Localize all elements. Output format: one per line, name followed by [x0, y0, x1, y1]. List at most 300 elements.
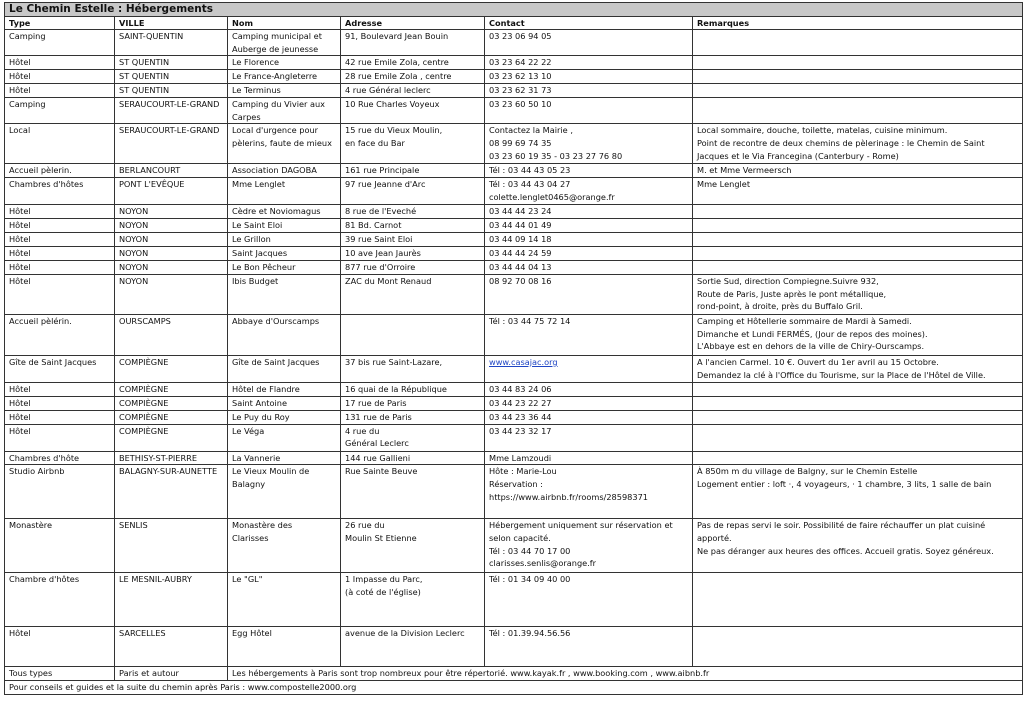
cell-type: Hôtel — [5, 382, 115, 396]
cell-contact — [485, 97, 693, 123]
adresse-line: en face du Bar — [345, 137, 405, 148]
nom-line: Auberge de jeunesse — [232, 43, 319, 54]
nom-line: Balagny — [232, 479, 266, 490]
cell-adresse — [341, 519, 485, 573]
contact-line: 03 44 83 24 06 — [489, 383, 552, 394]
nom-line: Camping municipal et — [232, 31, 322, 41]
table-row — [5, 382, 1023, 396]
contact-line: selon capacité. — [489, 533, 551, 544]
cell-contact — [485, 260, 693, 274]
contact-line: 03 23 64 22 22 — [489, 57, 552, 68]
table-row — [5, 70, 1023, 84]
remarques-line: À 850m m du village de Balgny, sur le Chemin Estelle — [697, 466, 918, 477]
nom-line: Gîte de Saint Jacques — [232, 356, 320, 367]
cell-type: Hôtel — [5, 410, 115, 424]
cell-adresse — [341, 246, 485, 260]
header-row — [5, 17, 1023, 30]
note-row — [5, 681, 1023, 695]
cell-ville: ST QUENTIN — [115, 70, 228, 84]
cell-type: Camping — [5, 97, 115, 123]
cell-type: Hôtel — [5, 205, 115, 219]
cell-ville: NOYON — [115, 219, 228, 233]
cell-remarques — [693, 396, 1023, 410]
cell-ville: COMPIÈGNE — [115, 355, 228, 382]
cell-contact — [485, 573, 693, 627]
table-row — [5, 410, 1023, 424]
contact-line: Hôte : Marie-Lou — [489, 466, 557, 477]
adresse-line: 42 rue Emile Zola, centre — [345, 57, 449, 68]
contact-line: 08 99 69 74 35 — [489, 137, 552, 148]
nom-line: Egg Hôtel — [232, 628, 272, 639]
cell-ville: COMPIÈGNE — [115, 396, 228, 410]
remarques-line: L'Abbaye est en dehors de la ville de Chiry-Ourscamps. — [697, 341, 925, 352]
cell-adresse — [341, 205, 485, 219]
cell-remarques — [693, 84, 1023, 98]
nom-line: Saint Jacques — [232, 247, 288, 258]
cell-nom — [228, 451, 341, 465]
cell-adresse — [341, 70, 485, 84]
adresse-line: 161 rue Principale — [345, 165, 420, 176]
remarques-line: Sortie Sud, direction Compiegne.Suivre 932, — [697, 275, 879, 286]
contact-line: 03 23 62 13 10 — [489, 71, 552, 82]
cell-nom — [228, 424, 341, 451]
contact-line: Tél : 03 44 43 04 27 — [489, 179, 571, 190]
remarques-line: apporté. — [697, 533, 732, 544]
cell-contact — [485, 30, 693, 56]
cell-ville: BETHISY-ST-PIERRE — [115, 451, 228, 465]
cell-type: Hôtel — [5, 274, 115, 314]
adresse-line: 10 Rue Charles Voyeux — [345, 98, 440, 109]
cell-remarques — [693, 465, 1023, 519]
cell-ville: SENLIS — [115, 519, 228, 573]
cell-adresse — [341, 382, 485, 396]
contact-line: 03 44 23 22 27 — [489, 397, 552, 408]
cell-type: Accueil pèlérin. — [5, 314, 115, 355]
remarques-line: A l'ancien Carmel. 10 €. Ouvert du 1er avril au 15 Octobre. — [697, 356, 939, 367]
table-row — [5, 274, 1023, 314]
footer-note: Pour conseils et guides et la suite du chemin après Paris : www.compostelle2000.org — [5, 681, 1023, 695]
table-row — [5, 355, 1023, 382]
cell-adresse — [341, 410, 485, 424]
cell-ville: NOYON — [115, 246, 228, 260]
cell-contact — [485, 70, 693, 84]
table-row — [5, 424, 1023, 451]
cell-ville: COMPIÈGNE — [115, 424, 228, 451]
table-row — [5, 519, 1023, 573]
remarques-line: Local sommaire, douche, toilette, matelas, cuisine minimum. — [697, 125, 948, 136]
cell-nom — [228, 382, 341, 396]
cell-ville: NOYON — [115, 260, 228, 274]
cell-adresse — [341, 260, 485, 274]
cell-ville: Paris et autour — [115, 667, 228, 681]
cell-adresse — [341, 451, 485, 465]
adresse-line: avenue de la Division Leclerc — [345, 628, 465, 639]
adresse-line: 131 rue de Paris — [345, 411, 412, 422]
nom-line: Le Véga — [232, 425, 265, 436]
table-row — [5, 314, 1023, 355]
cell-nom — [228, 97, 341, 123]
adresse-line: 877 rue d'Orroire — [345, 261, 416, 272]
cell-type: Chambre d'hôtes — [5, 573, 115, 627]
table-row — [5, 56, 1023, 70]
remarques-line: Route de Paris, Juste après le pont métallique, — [697, 288, 887, 299]
contact-line: 03 44 23 32 17 — [489, 425, 552, 436]
remarques-line: Pas de repas servi le soir. Possibilité de faire réchauffer un plat cuisiné — [697, 520, 986, 531]
cell-ville: OURSCAMPS — [115, 314, 228, 355]
cell-type: Hôtel — [5, 246, 115, 260]
table-row — [5, 178, 1023, 205]
adresse-line: 4 rue Général leclerc — [345, 85, 431, 96]
cell-nom — [228, 205, 341, 219]
remarques-line: Logement entier : loft ·, 4 voyageurs, · 1 chambre, 3 lits, 1 salle de bain — [697, 479, 992, 490]
column-header-contact: Contact — [485, 17, 693, 30]
adresse-line: 16 quai de la République — [345, 383, 447, 394]
table-row — [5, 97, 1023, 123]
title-row — [5, 3, 1023, 17]
website-link[interactable]: www.casajac.org — [489, 356, 558, 367]
cell-nom — [228, 465, 341, 519]
table-row — [5, 451, 1023, 465]
adresse-line: 8 rue de l'Eveché — [345, 206, 417, 217]
cell-nom — [228, 314, 341, 355]
nom-line: Monastère des — [232, 520, 293, 531]
cell-nom — [228, 573, 341, 627]
table-row — [5, 465, 1023, 519]
contact-line: Tél : 01 34 09 40 00 — [489, 574, 571, 585]
cell-contact — [485, 396, 693, 410]
remarques-line: Point de recontre de deux chemins de pèlerinage : le Chemin de Saint — [697, 137, 985, 148]
contact-line: Tél : 03 44 43 05 23 — [489, 165, 571, 176]
adresse-line: Général Leclerc — [345, 438, 409, 449]
cell-contact — [485, 465, 693, 519]
cell-nom — [228, 274, 341, 314]
column-header-nom: Nom — [228, 17, 341, 30]
cell-remarques — [693, 97, 1023, 123]
cell-ville: NOYON — [115, 205, 228, 219]
cell-adresse — [341, 573, 485, 627]
column-header-ville: VILLE — [115, 17, 228, 30]
cell-nom — [228, 84, 341, 98]
table-row — [5, 260, 1023, 274]
footer-row — [5, 667, 1023, 681]
adresse-line: 97 rue Jeanne d'Arc — [345, 179, 426, 190]
table-row — [5, 233, 1023, 247]
cell-contact — [485, 219, 693, 233]
remarques-line: Jacques et le Via Francegina (Canterbury - Rome) — [697, 150, 899, 161]
cell-ville: BERLANCOURT — [115, 164, 228, 178]
nom-line: Local d'urgence pour — [232, 125, 319, 136]
nom-line: Le Puy du Roy — [232, 411, 290, 422]
sheet-title: Le Chemin Estelle : Hébergements — [5, 3, 1023, 17]
cell-remarques — [693, 410, 1023, 424]
cell-contact — [485, 84, 693, 98]
cell-type: Hôtel — [5, 219, 115, 233]
cell-contact — [485, 124, 693, 164]
cell-nom — [228, 219, 341, 233]
contact-line: 03 23 06 94 05 — [489, 31, 552, 41]
cell-contact — [485, 178, 693, 205]
cell-contact — [485, 56, 693, 70]
cell-type: Monastère — [5, 519, 115, 573]
nom-line: Le Florence — [232, 57, 280, 68]
adresse-line: 10 ave Jean Jaurès — [345, 247, 421, 258]
cell-adresse — [341, 396, 485, 410]
column-header-remarques: Remarques — [693, 17, 1023, 30]
cell-ville: COMPIÈGNE — [115, 382, 228, 396]
contact-line: 03 23 62 31 73 — [489, 85, 552, 96]
cell-nom — [228, 519, 341, 573]
remarques-line: rond-point, à droite, près du Buffalo Gril. — [697, 301, 863, 312]
table-row — [5, 164, 1023, 178]
nom-line: Carpes — [232, 111, 261, 122]
nom-line: Le Bon Pêcheur — [232, 261, 296, 272]
contact-line: 03 44 44 24 59 — [489, 247, 552, 258]
adresse-line: Moulin St Etienne — [345, 533, 417, 544]
cell-adresse — [341, 178, 485, 205]
cell-remarques — [693, 30, 1023, 56]
cell-remarques — [693, 451, 1023, 465]
cell-adresse — [341, 627, 485, 667]
column-header-type: Type — [5, 17, 115, 30]
cell-remarques — [693, 519, 1023, 573]
cell-adresse — [341, 164, 485, 178]
nom-line: La Vannerie — [232, 452, 281, 463]
cell-ville: BALAGNY-SUR-AUNETTE — [115, 465, 228, 519]
cell-contact — [485, 205, 693, 219]
footer-links-text: Les hébergements à Paris sont trop nombreux pour être répertorié. www.kayak.fr , www.booking.com , www.aibnb.fr — [228, 667, 1023, 681]
cell-adresse — [341, 465, 485, 519]
table-row — [5, 84, 1023, 98]
cell-type: Hôtel — [5, 627, 115, 667]
adresse-line: 15 rue du Vieux Moulin, — [345, 125, 443, 136]
nom-line: Cèdre et Noviomagus — [232, 206, 321, 217]
cell-contact — [485, 164, 693, 178]
contact-line: Mme Lamzoudi — [489, 452, 552, 463]
page — [4, 2, 1022, 695]
cell-adresse — [341, 233, 485, 247]
remarques-line: Camping et Hôtellerie sommaire de Mardi à Samedi. — [697, 315, 912, 326]
adresse-line: Rue Sainte Beuve — [345, 466, 418, 477]
nom-line: Le Saint Eloi — [232, 220, 283, 231]
table-row — [5, 124, 1023, 164]
adresse-line: 81 Bd. Carnot — [345, 220, 402, 231]
cell-type: Gîte de Saint Jacques — [5, 355, 115, 382]
cell-type: Accueil pèlerin. — [5, 164, 115, 178]
contact-line: 03 44 44 01 49 — [489, 220, 552, 231]
cell-adresse — [341, 274, 485, 314]
cell-remarques — [693, 70, 1023, 84]
cell-ville: SARCELLES — [115, 627, 228, 667]
cell-contact — [485, 519, 693, 573]
nom-line: Le Vieux Moulin de — [232, 466, 310, 477]
table-row — [5, 219, 1023, 233]
contact-line: colette.lenglet0465@orange.fr — [489, 191, 615, 202]
cell-ville: ST QUENTIN — [115, 84, 228, 98]
adresse-line: (à coté de l'église) — [345, 587, 421, 598]
accommodations-table — [4, 2, 1023, 695]
cell-adresse — [341, 30, 485, 56]
contact-line: Réservation : — [489, 479, 543, 490]
cell-remarques — [693, 627, 1023, 667]
nom-line: Le Grillon — [232, 234, 271, 245]
contact-line: clarisses.senlis@orange.fr — [489, 558, 597, 569]
adresse-line: 37 bis rue Saint-Lazare, — [345, 356, 443, 367]
cell-nom — [228, 70, 341, 84]
remarques-line: Mme Lenglet — [697, 179, 751, 190]
cell-nom — [228, 246, 341, 260]
cell-remarques — [693, 178, 1023, 205]
cell-nom — [228, 178, 341, 205]
remarques-line: Dimanche et Lundi FERMÉS, (Jour de repos des moines). — [697, 328, 928, 339]
contact-line: 03 23 60 50 10 — [489, 98, 552, 109]
nom-line: Le "GL" — [232, 574, 263, 585]
nom-line: Abbaye d'Ourscamps — [232, 315, 320, 326]
contact-line: 03 44 09 14 18 — [489, 234, 552, 245]
adresse-line: 4 rue du — [345, 425, 380, 436]
cell-remarques — [693, 124, 1023, 164]
cell-type: Hôtel — [5, 70, 115, 84]
table-row — [5, 573, 1023, 627]
cell-contact — [485, 314, 693, 355]
cell-type: Camping — [5, 30, 115, 56]
cell-contact — [485, 451, 693, 465]
remarques-line: M. et Mme Vermeersch — [697, 165, 792, 176]
contact-line: 08 92 70 08 16 — [489, 275, 552, 286]
adresse-line: ZAC du Mont Renaud — [345, 275, 432, 286]
cell-type: Hôtel — [5, 424, 115, 451]
cell-type: Chambres d'hôtes — [5, 178, 115, 205]
cell-nom — [228, 627, 341, 667]
adresse-line: 144 rue Gallieni — [345, 452, 411, 463]
nom-line: pèlerins, faute de mieux — [232, 137, 332, 148]
cell-ville: SERAUCOURT-LE-GRAND — [115, 97, 228, 123]
adresse-line: 28 rue Emile Zola , centre — [345, 71, 452, 82]
column-header-adresse: Adresse — [341, 17, 485, 30]
cell-contact — [485, 627, 693, 667]
cell-contact — [485, 246, 693, 260]
nom-line: Clarisses — [232, 533, 269, 544]
cell-remarques — [693, 314, 1023, 355]
cell-nom — [228, 30, 341, 56]
cell-ville: SERAUCOURT-LE-GRAND — [115, 124, 228, 164]
cell-type: Hôtel — [5, 260, 115, 274]
contact-line: Tél : 03 44 75 72 14 — [489, 315, 571, 326]
cell-ville: NOYON — [115, 274, 228, 314]
cell-remarques — [693, 205, 1023, 219]
contact-line: Tél : 03 44 70 17 00 — [489, 545, 571, 556]
cell-remarques — [693, 164, 1023, 178]
cell-nom — [228, 56, 341, 70]
adresse-line: 39 rue Saint Eloi — [345, 234, 413, 245]
cell-contact — [485, 424, 693, 451]
table-row — [5, 246, 1023, 260]
cell-type: Studio Airbnb — [5, 465, 115, 519]
adresse-line: 91, Boulevard Jean Bouin — [345, 31, 449, 41]
cell-nom — [228, 260, 341, 274]
nom-line: Camping du Vivier aux — [232, 98, 326, 109]
cell-nom — [228, 355, 341, 382]
contact-line: Contactez la Mairie , — [489, 125, 573, 136]
contact-line: 03 23 60 19 35 - 03 23 27 76 80 — [489, 150, 623, 161]
cell-type: Chambres d'hôte — [5, 451, 115, 465]
table-row — [5, 396, 1023, 410]
nom-line: Le Terminus — [232, 85, 281, 96]
cell-remarques — [693, 260, 1023, 274]
remarques-line: Demandez la clé à l'Office du Tourisme, sur la Place de l'Hôtel de Ville. — [697, 369, 986, 380]
cell-adresse — [341, 424, 485, 451]
cell-contact — [485, 410, 693, 424]
nom-line: Saint Antoine — [232, 397, 288, 408]
cell-ville: COMPIÈGNE — [115, 410, 228, 424]
cell-remarques — [693, 56, 1023, 70]
remarques-line: Ne pas déranger aux heures des offices. Accueil gratis. Soyez généreux. — [697, 545, 994, 556]
nom-line: Le France-Angleterre — [232, 71, 318, 82]
cell-nom — [228, 410, 341, 424]
cell-remarques — [693, 382, 1023, 396]
cell-type: Local — [5, 124, 115, 164]
nom-line: Mme Lenglet — [232, 179, 286, 190]
cell-ville: NOYON — [115, 233, 228, 247]
cell-type: Hôtel — [5, 56, 115, 70]
cell-nom — [228, 233, 341, 247]
adresse-line: 17 rue de Paris — [345, 397, 407, 408]
cell-adresse — [341, 124, 485, 164]
contact-line: 03 44 44 23 24 — [489, 206, 552, 217]
table-row — [5, 627, 1023, 667]
cell-remarques — [693, 246, 1023, 260]
cell-nom — [228, 396, 341, 410]
cell-type: Tous types — [5, 667, 115, 681]
cell-adresse — [341, 97, 485, 123]
cell-remarques — [693, 424, 1023, 451]
contact-line: Tél : 01.39.94.56.56 — [489, 628, 571, 639]
cell-adresse — [341, 84, 485, 98]
cell-nom — [228, 124, 341, 164]
cell-ville: PONT L'EVÊQUE — [115, 178, 228, 205]
cell-contact — [485, 355, 693, 382]
cell-ville: SAINT-QUENTIN — [115, 30, 228, 56]
cell-remarques — [693, 219, 1023, 233]
contact-line: https://www.airbnb.fr/rooms/28598371 — [489, 491, 649, 502]
cell-adresse — [341, 56, 485, 70]
cell-contact — [485, 274, 693, 314]
contact-line: 03 44 23 36 44 — [489, 411, 552, 422]
cell-contact — [485, 233, 693, 247]
cell-remarques — [693, 355, 1023, 382]
cell-type: Hôtel — [5, 233, 115, 247]
adresse-line: 1 Impasse du Parc, — [345, 574, 423, 585]
contact-line: Hébergement uniquement sur réservation et — [489, 520, 673, 531]
adresse-line: 26 rue du — [345, 520, 385, 531]
cell-nom — [228, 164, 341, 178]
table-row — [5, 205, 1023, 219]
cell-remarques — [693, 274, 1023, 314]
cell-ville: LE MESNIL-AUBRY — [115, 573, 228, 627]
cell-ville: ST QUENTIN — [115, 56, 228, 70]
cell-type: Hôtel — [5, 396, 115, 410]
contact-line: 03 44 44 04 13 — [489, 261, 552, 272]
nom-line: Association DAGOBA — [232, 165, 317, 176]
nom-line: Hôtel de Flandre — [232, 383, 300, 394]
cell-adresse — [341, 219, 485, 233]
nom-line: Ibis Budget — [232, 275, 279, 286]
cell-contact — [485, 382, 693, 396]
cell-remarques — [693, 573, 1023, 627]
cell-type: Hôtel — [5, 84, 115, 98]
cell-adresse — [341, 355, 485, 382]
cell-remarques — [693, 233, 1023, 247]
table-row — [5, 30, 1023, 56]
